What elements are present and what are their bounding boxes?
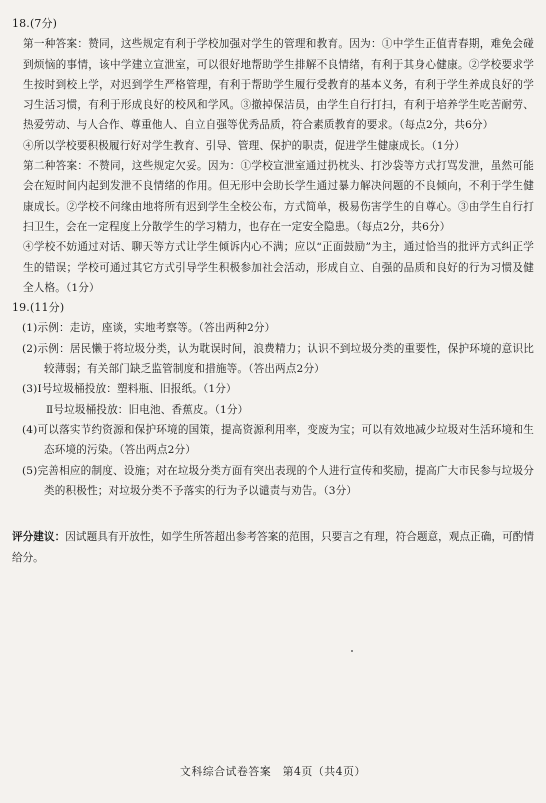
question-18-number: 18.(7分) xyxy=(12,17,58,30)
question-18-answer-two: 第二种答案：不赞同，这些规定欠妥。因为：①学校宣泄室通过扔枕头、打沙袋等方式打骂发泄，虽然可能会在短时间内起到发泄不良情绪的作用。但无形中会助长学生通过暴力解决问题的不良倾向，不利于学生健康成长。②学校不问缘由地将所有迟到学生全校公布，方式简单，极易伤害学生的自尊心。③由学生自行打扫卫生，会在一定程度上分散学生的学习精力，也存在一定安全隐患。（每点2分，共6分） xyxy=(23,160,534,233)
question-19-sub-3a: (3)Ⅰ号垃圾桶投放：塑料瓶、旧报纸。（1分） xyxy=(22,383,237,396)
speck-mark xyxy=(351,650,353,652)
question-19 xyxy=(12,298,534,501)
question-18 xyxy=(12,14,534,298)
question-19-sub-4: (4)可以落实节约资源和保护环境的国策，提高资源利用率，变废为宝；可以有效地减少垃圾对生活环境和生态环境的污染。（答出两点2分） xyxy=(22,423,534,457)
question-18-answer-two-conclusion: ④学校不妨通过对话、聊天等方式让学生倾诉内心不满；应以“正面鼓励”为主，通过恰当的批评方式纠正学生的错误；学校可通过其它方式引导学生积极参加社会活动，形成自立、自强的品质和良好的行为习惯及健全人格。（1分） xyxy=(23,241,534,294)
page-footer: 文科综合试卷答案 第4页（共4页） xyxy=(180,765,366,778)
question-19-sub-3b: Ⅱ号垃圾桶投放：旧电池、香蕉皮。（1分） xyxy=(46,403,249,416)
question-18-answer-one: 第一种答案：赞同，这些规定有利于学校加强对学生的管理和教育。因为：①中学生正值青春期，难免会碰到烦恼的事情，该中学建立宣泄室，可以很好地帮助学生排解不良情绪，有利于其身心健康。②学校要求学生按时到校上学，对迟到学生严格管理，有利于帮助学生履行受教育的基本义务，有利于学生养成良好的学习生活习惯，有利于形成良好的校风和学风。③撤掉保洁员，由学生自行打扫，有利于培养学生吃苦耐劳、热爱劳动、与人合作、尊重他人、自立自强等优秀品质，符合素质教育的要求。（每点2分，共6分） xyxy=(23,38,534,132)
question-19-sub-1: (1)示例：走访，座谈，实地考察等。（答出两种2分） xyxy=(22,322,276,335)
question-19-sub-2: (2)示例：居民懒于将垃圾分类，认为耽误时间，浪费精力；认识不到垃圾分类的重要性，保护环境的意识比较薄弱；有关部门缺乏监管制度和措施等。（答出两点2分） xyxy=(22,342,534,376)
question-19-sub-5: (5)完善相应的制度、设施；对在垃圾分类方面有突出表现的个人进行宣传和奖励，提高广大市民参与垃圾分类的积极性；对垃圾分类不予落实的行为予以谴责与劝告。（3分） xyxy=(22,464,534,497)
grading-note-heading: 评分建议： xyxy=(12,531,66,544)
grading-note-body: 因试题具有开放性，如学生所答超出参考答案的范围，只要言之有理，符合题意，观点正确，可酌情给分。 xyxy=(12,531,535,564)
question-19-number: 19.(11分) xyxy=(12,301,65,315)
grading-note xyxy=(12,527,534,568)
answer-page xyxy=(12,14,534,794)
question-18-answer-one-conclusion: ④所以学校要积极履行好对学生教育、引导、管理、保护的职责，促进学生健康成长。（1分） xyxy=(23,139,466,152)
